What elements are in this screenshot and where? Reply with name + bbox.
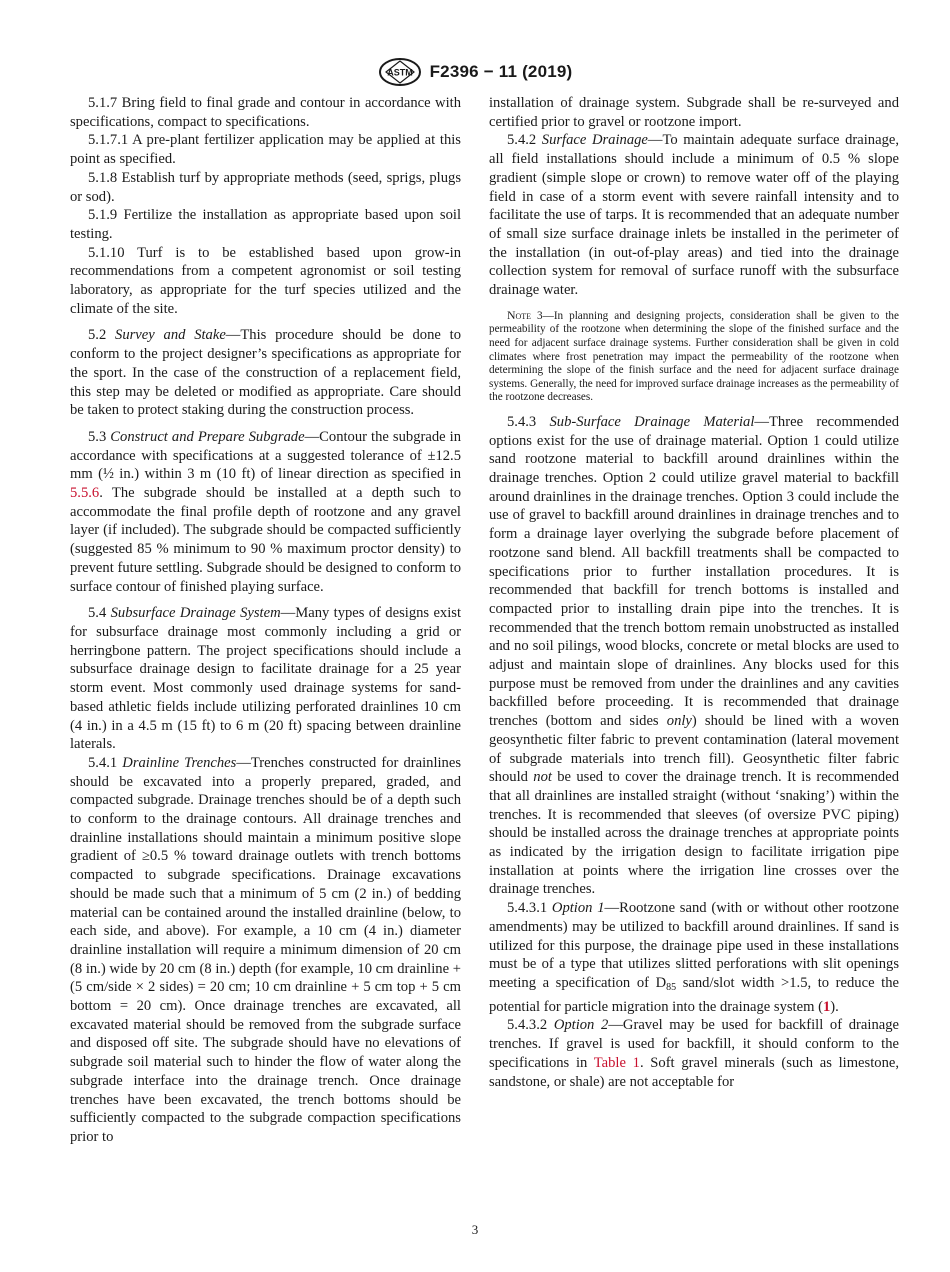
paragraph-5-4-3: 5.4.3 Sub-Surface Drainage Material—Three recommended options exist for the use of drainage material. Option 1 could utilize sand rootzone material to backfill around drainlines within the drainage trenches. Option 2 could utilize gravel material to backfill around drainlines in the drainage trenches. Option 3 could include the use of gravel to backfill around drainlines in drainage trenches and to form a drainage layer overlying the subgrade before placement of rootzone sand blend. All backfill treatments shall be compacted to specifications prior to further installation procedures. It is recommended that backfill for trench bottoms is installed and compacted prior to installing drain pipe into the trenches. It is recommended that the trench bottom remain unobstructed as installed and no soil pilings, wood blocks, concrete or metal blocks are used to adjust and maintain slope of drainlines. Any blocks used for this purpose must be removed from under the drainlines and any cavities backfilled before proceeding. It is recommended that drainage trenches (bottom and sides only) should be lined with a woven geosynthetic filter fabric to prevent contamination (lateral movement of subgrade materials into trench fill). Geosynthetic filter fabric should not be used to cover the drainage trench. It is recommended that all drainlines are installed straight (without ‘snaking’) within the trenches. It is recommended that sleeves (of oversize PVC piping) should be installed across the drainage trenches at appropriate points as indicated by the irrigation design to facilitate irrigation pipe installation at points where the irrigation line crosses over the drainage trenches. [489, 413, 899, 898]
section-title: Option 2 [553, 1017, 609, 1034]
paragraph-5-1-7: 5.1.7 Bring field to final grade and contour in accordance with specifications, compact to specifications. [70, 95, 461, 130]
section-title: Sub-Surface Drainage Material [549, 413, 755, 430]
section-title: Construct and Prepare Subgrade [110, 428, 305, 445]
paragraph-5-1-10: 5.1.10 Turf is to be established based upon grow-in recommendations from a competent agronomist or soil testing laboratory, as appropriate for the turf species utilized and the climate of the site. [70, 244, 461, 317]
right-column [489, 94, 899, 1091]
section-title: Drainline Trenches [122, 754, 237, 771]
section-title: Survey and Stake [115, 327, 226, 344]
left-column [70, 94, 461, 1147]
paragraph-5-4-1: 5.4.1 Drainline Trenches—Trenches constructed for drainlines should be excavated into a properly prepared, graded, and compacted subgrade. Drainage trenches should be of a depth such to conform to the drainage contours. All drainage trenches and drainline installations should maintain a minimum positive slope gradient of ≥0.5 % toward drainage outlets with trench bottoms compacted to subgrade specifications. Drainage excavations should be made such that a minimum of 5 cm (2 in.) of bedding material can be contained around the installed drainline (below, to each side, and above). For example, a 10 cm (4 in.) diameter drainline installation will require a minimum dimension of 20 cm (8 in.) wide by 20 cm (8 in.) depth (for example, 10 cm drainline + (5 cm/side × 2 sides) = 20 cm; 10 cm drainline + 5 cm top + 5 cm bottom = 20 cm). Once drainage trenches are excavated, all excavated material should be removed from the subgrade surface and disposed off site. The subgrade should have no elevations of subgrade soil material such to hinder the flow of water along the subgrade interface into the drainage trench. Once drainage trenches have been excavated, the trench bottoms should be sufficiently compacted to the subgrade compaction specifications prior to [70, 754, 462, 1145]
document-id: F2396 − 11 (2019) [429, 62, 573, 81]
paragraph-5-4-2: 5.4.2 Surface Drainage—To maintain adequate surface drainage, all field installations should include a minimum of 0.5 % slope gradient (simple slope or crown) to remove water off of the playing field in case of a storm event with severe rainfall intensity and to facilitate the use of tarps. It is recommended that an adequate number of small size surface drainage inlets be installed in the perimeter of the installation (in out-of-play areas) and tied into the drainage collection system for removal of surface runoff with the subsurface drainage water. [489, 132, 899, 299]
astm-logo-icon [378, 58, 422, 86]
section-title: Surface Drainage [541, 132, 648, 149]
note-label: Note [507, 307, 532, 322]
note-3: Note 3—In planning and designing projects, consideration shall be given to the permeability of the rootzone when determining the slope of the finished surface and the need for adjacent surface drainage systems. Further consideration shall be given in cold climates where frost penetration may impact the permeability of the rootzone when determining the slope of the finish surface and the need for adjacent surface drainage systems. Generally, the need for improved surface drainage increases as the permeability of the rootzone decreases. [489, 307, 899, 404]
section-link-5-5-6[interactable]: 5.5.6 [70, 485, 100, 502]
paragraph-5-4-3-2: 5.4.3.2 Option 2—Gravel may be used for backfill of drainage trenches. If gravel is used for backfill, it should conform to the specifications in Table 1. Soft gravel minerals (such as limestone, sandstone, or shale) are not acceptable for [489, 1017, 899, 1090]
section-title: Option 1 [551, 900, 605, 917]
paragraph-5-4-3-1: 5.4.3.1 Option 1—Rootzone sand (with or without other rootzone amendments) may be utilized to backfill around drainlines. If sand is utilized for this purpose, the drainage pipe used in these installations must be of a type that utilizes slitted perforations with slit openings meeting a specification of $D_{85}$ sand/slot width >1.5, to reduce the potential for particle migration into the drainage system (1). [489, 900, 900, 1015]
paragraph-5-1-7-1: 5.1.7.1 A pre-plant fertilizer application may be applied at this point as specified. [70, 132, 461, 168]
paragraph-5-1-8: 5.1.8 Establish turf by appropriate methods (seed, sprigs, plugs or sod). [70, 169, 461, 205]
page-header [0, 58, 950, 86]
paragraph-continued: installation of drainage system. Subgrade shall be re-surveyed and certified prior to gravel or rootzone import. [489, 95, 899, 130]
page-number: 3 [471, 1222, 479, 1237]
table-1-link[interactable]: Table 1 [593, 1054, 640, 1071]
paragraph-5-4: 5.4 Subsurface Drainage System—Many types of designs exist for subsurface drainage most commonly including a grid or herringbone pattern. The project specifications should include a subsurface drainage design to facilitate drainage for a 25 year storm event. Most commonly used drainage systems for sand-based athletic fields include utilizing perforated drainlines 10 cm (4 in.) in a 4.5 m (15 ft) to 6 m (20 ft) spacing between drainline laterals. [70, 605, 462, 753]
section-title: Subsurface Drainage System [110, 605, 281, 622]
paragraph-5-3: 5.3 Construct and Prepare Subgrade—Contour the subgrade in accordance with specifications at a suggested tolerance of ±12.5 mm (½ in.) within 3 m (10 ft) of linear direction as specified in 5.5.6. The subgrade should be installed at a depth such to accommodate the final profile depth of rootzone and any gravel layer (if included). The subgrade should be compacted sufficiently (suggested 85 % minimum to 90 % maximum proctor density) to prevent future settling. Subgrade should be designed to conform to surface contour of finished playing surface. [70, 428, 462, 595]
paragraph-5-2: 5.2 Survey and Stake—This procedure should be done to conform to the project designer’s specifications as appropriate for the sport. In the case of the construction of a replacement field, this step may be deleted or modified as appropriate. Care should be taken to protect staking during the construction process. [70, 327, 461, 419]
reference-link-1[interactable]: 1 [822, 998, 831, 1015]
paragraph-5-1-9: 5.1.9 Fertilize the installation as appropriate based upon soil testing. [70, 207, 461, 242]
logo-text: ASTM [386, 67, 413, 78]
